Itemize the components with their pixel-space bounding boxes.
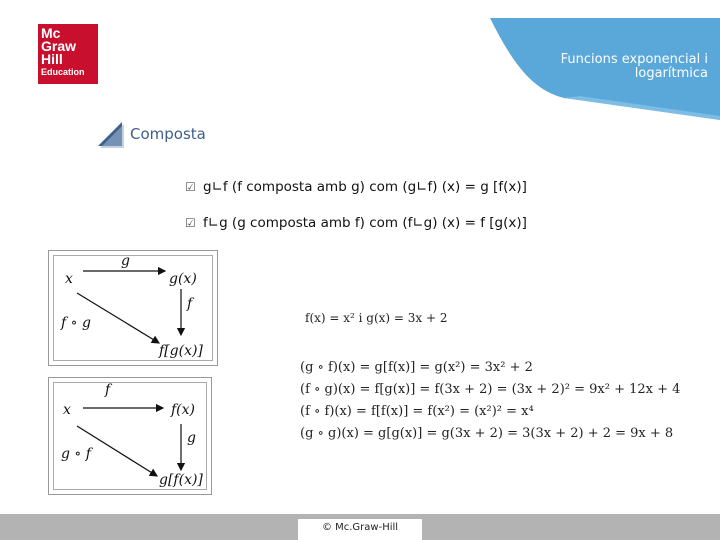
equation-f-of-f: (f ∘ f)(x) = f[f(x)] = f(x²) = (x²)² = x⁴ (300, 404, 534, 419)
diagram1-comp-label: f ∘ g (61, 315, 91, 331)
equation-g-of-g: (g ∘ g)(x) = g[g(x)] = g(3x + 2) = 3(3x + 2) + 2 = 9x + 8 (300, 426, 674, 441)
bullet-item-2 (185, 215, 527, 231)
page-title: Funcions exponencial i logarítmica (560, 52, 708, 81)
bullet-item-1 (185, 179, 527, 195)
composition-diagram-2 (48, 377, 212, 495)
diagram2-comp-label: g ∘ f (61, 446, 91, 462)
function-definitions: f(x) = x² i g(x) = 3x + 2 (305, 311, 448, 325)
diagram2-right-label: f(x) (171, 402, 196, 418)
section-marker-icon (98, 122, 126, 148)
bullet-text-2: f∟g (g composta amb f) com (f∟g) (x) = f [g(x)] (203, 215, 527, 231)
check-icon: ☑ (185, 216, 196, 230)
diagram2-result-label: g[f(x)] (159, 472, 203, 488)
diagram2-left-label: x (63, 402, 71, 418)
section-title: Composta (130, 125, 206, 143)
logo-line-1: Mc (41, 25, 61, 41)
equation-g-of-f: (g ∘ f)(x) = g[f(x)] = g(x²) = 3x² + 2 (300, 360, 533, 375)
logo-line-3: Hill (41, 51, 63, 67)
diagram1-left-label: x (65, 271, 73, 287)
mcgraw-hill-logo (38, 24, 98, 84)
composition-diagram-1 (48, 250, 218, 366)
equation-f-of-g: (f ∘ g)(x) = f[g(x)] = f(3x + 2) = (3x + 2)² = 9x² + 12x + 4 (300, 382, 681, 397)
copyright-label: © Mc.Graw-Hill (298, 519, 422, 540)
diagram1-right-label: g(x) (169, 271, 197, 287)
logo-line-2: Graw (41, 38, 77, 54)
diagram2-vert-label: g (187, 430, 196, 446)
diagram1-vert-label: f (187, 296, 193, 312)
bullet-text-1: g∟f (f composta amb g) com (g∟f) (x) = g [f(x)] (203, 179, 527, 195)
check-icon: ☑ (185, 180, 196, 194)
logo-line-4: Education (41, 67, 85, 77)
diagram1-result-label: f[g(x)] (159, 343, 203, 359)
diagram2-top-label: f (105, 382, 111, 398)
diagram1-top-label: g (121, 253, 130, 269)
